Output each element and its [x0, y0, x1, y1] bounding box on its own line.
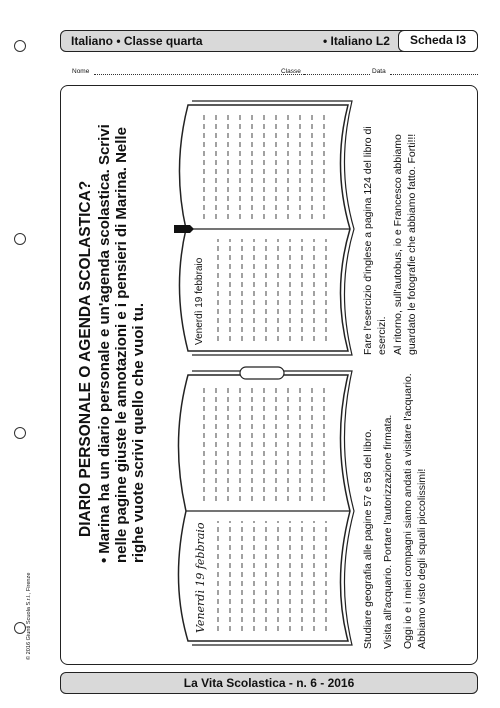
class-field[interactable] [304, 74, 370, 75]
class-label: Classe [281, 68, 301, 75]
sheet-id-box [398, 30, 478, 52]
student-info-line [60, 64, 478, 78]
subject-level-label: • Italiano L2 [323, 34, 390, 48]
diary-date-label: Venerdì 19 febbraio [194, 522, 207, 633]
publication-label: La Vita Scolastica - n. 6 - 2016 [183, 676, 355, 690]
binder-hole [14, 622, 26, 634]
note-item: Fare l'esercizio d'inglese a pagina 124 del libro di esercizi. [362, 126, 388, 355]
agenda-date-label: Venerdì 19 febbraio [194, 257, 205, 345]
diary-book [170, 365, 355, 651]
date-field[interactable] [390, 74, 478, 75]
exercise-title: DIARIO PERSONALE O AGENDA SCOLASTICA? [77, 180, 94, 537]
note-item: Al ritorno, sull'autobus, io e Francesco abbiamo guardato le fotografie che abbiamo fatto. Forti!!! [392, 133, 418, 355]
exercise-instructions [96, 95, 147, 563]
copyright-notice: © 2016 Giunti Scuola S.r.l., Firenze [26, 572, 32, 660]
subject-class-label: Italiano • Classe quarta [71, 34, 203, 48]
note-item: Studiare geografia alle pagine 57 e 58 del libro. [362, 428, 374, 649]
bullet-icon: • [96, 557, 113, 563]
binder-hole [14, 233, 26, 245]
instructions-text: Marina ha un diario personale e un'agenda scolastica. Scrivi nelle pagine giuste le annotazioni e i pensieri di Marina. Nelle righe vuote scrivi quello che vuoi tu. [96, 124, 147, 563]
date-label: Data [372, 68, 386, 75]
binder-hole [14, 427, 26, 439]
note-item: Visita all'acquario. Portare l'autorizzazione firmata. [382, 414, 394, 649]
exercise-content [70, 95, 470, 655]
sheet-id-label: Scheda I3 [409, 32, 467, 47]
header-bar [60, 30, 478, 52]
note-item: Oggi io e i miei compagni siamo andati a visitare l'acquario. Abbiamo visto degli squali piccolissimi! [402, 373, 428, 649]
name-label: Nome [72, 68, 90, 75]
agenda-book [170, 97, 355, 359]
binder-hole [14, 40, 26, 52]
footer-bar [60, 672, 478, 694]
